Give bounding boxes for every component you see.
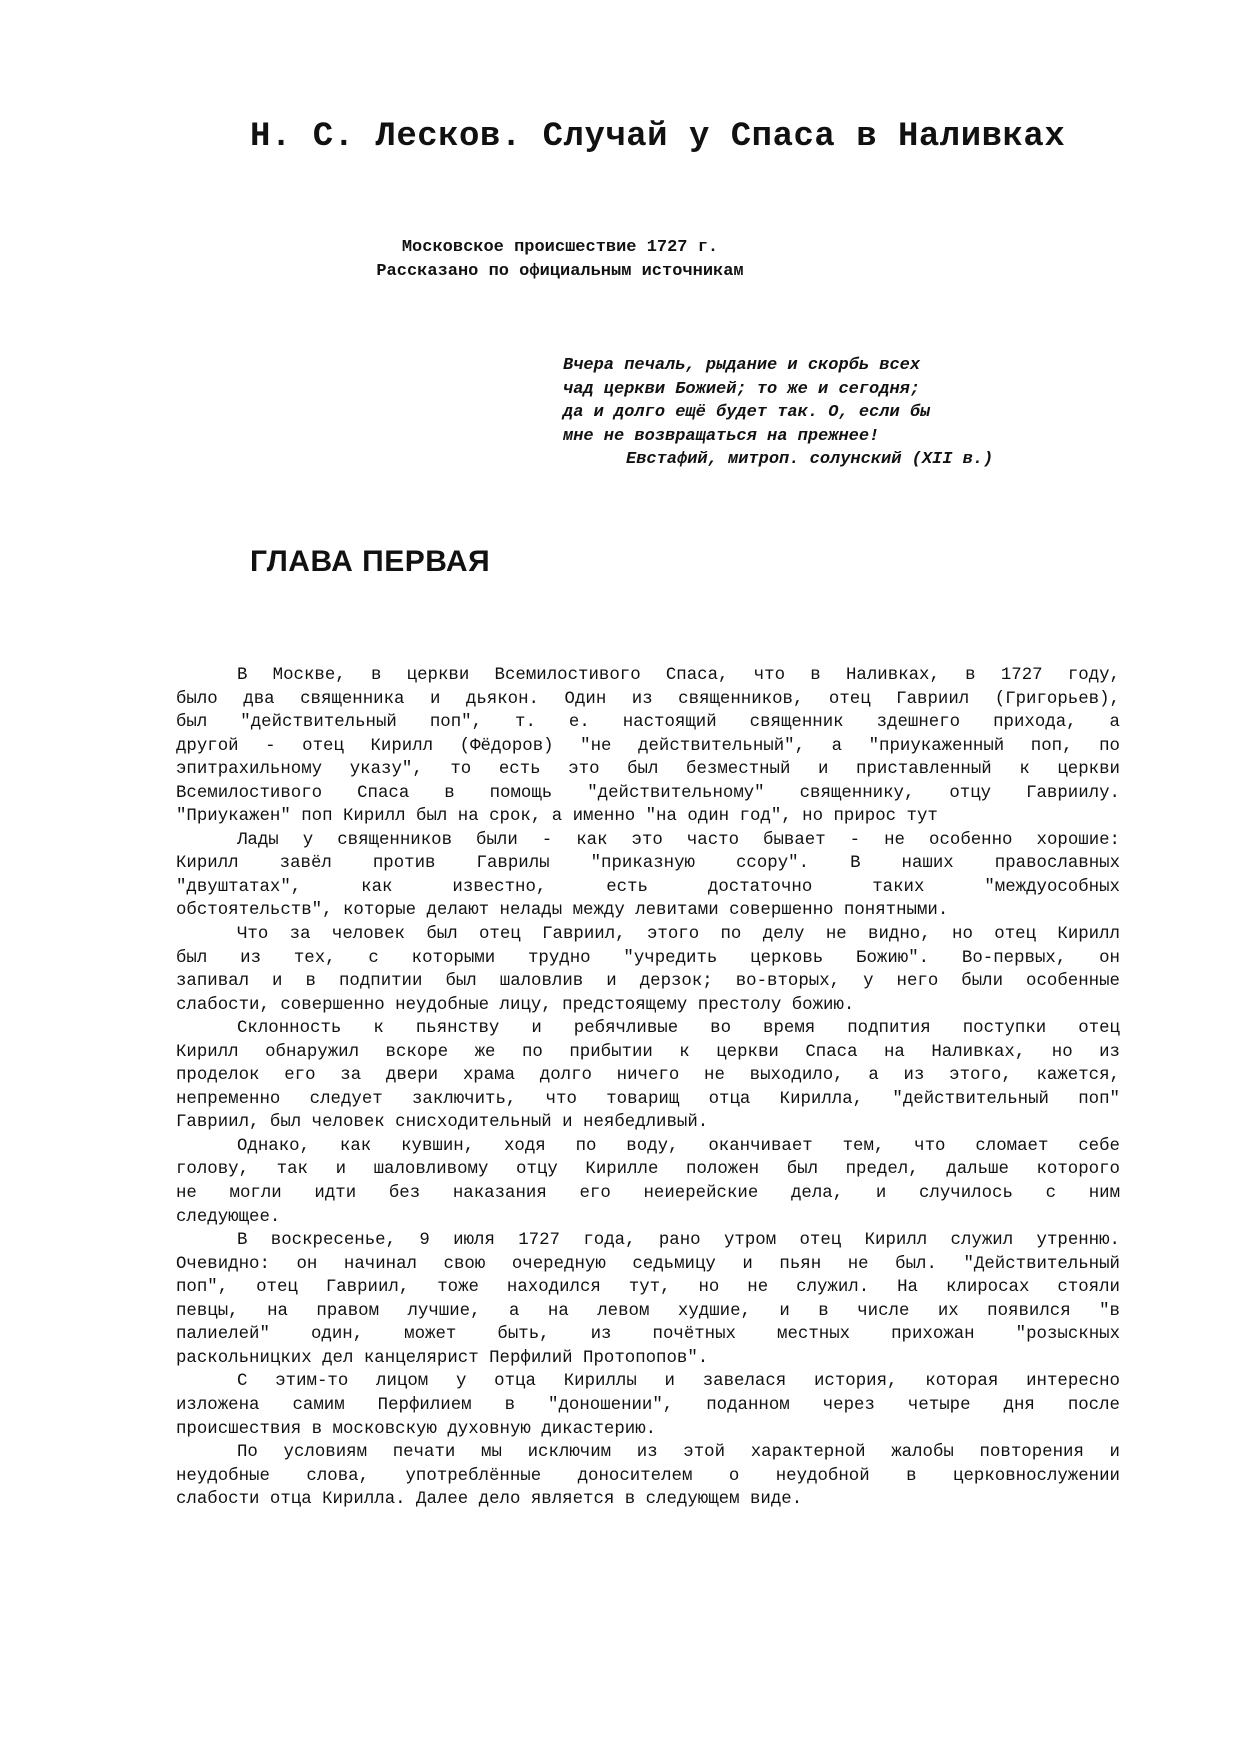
epigraph-line: да и долго ещё будет так. О, если бы — [563, 403, 931, 422]
paragraph-line: Склонность к пьянству и ребячливые во время подпития поступки отец — [237, 1019, 1120, 1039]
paragraph-line: По условиям печати мы исключим из этой характерной жалобы повторения и — [237, 1443, 1120, 1463]
paragraph — [176, 664, 1120, 829]
paragraph — [176, 1229, 1120, 1370]
body-text — [176, 664, 1120, 1512]
paragraph-line: слабости, совершенно неудобные лицу, предстоящему престолу божию. — [176, 995, 855, 1015]
paragraph-line: певцы, на правом лучшие, а на левом худшие, и в числе их появился "в — [176, 1301, 1120, 1321]
paragraph — [176, 1441, 1120, 1512]
paragraph-line: эпитрахильному указу", то есть это был безместный и приставленный к церкви — [176, 760, 1120, 780]
paragraph-line: голову, так и шаловливому отцу Кирилле положен был предел, дальше которого — [176, 1160, 1120, 1180]
paragraph-line: непременно следует заключить, что товарищ отца Кирилла, "действительный поп" — [176, 1089, 1120, 1109]
subtitle-line: Московское происшествие 1727 г. — [401, 238, 719, 257]
paragraph — [176, 1135, 1120, 1229]
paragraph-line: неудобные слова, употреблённые доносителем о неудобной в церковнослужении — [176, 1466, 1120, 1486]
paragraph-line: обстоятельств", которые делают нелады между левитами совершенно понятными. — [176, 901, 949, 921]
paragraph-line: изложена самим Перфилием в "доношении", поданном через четыре дня после — [176, 1395, 1120, 1415]
paragraph — [176, 1017, 1120, 1135]
subtitle — [300, 236, 820, 284]
paragraph-line: раскольницких дел канцелярист Перфилий Протопопов". — [176, 1348, 709, 1368]
paragraph-line: слабости отца Кирилла. Далее дело является в следующем виде. — [176, 1490, 803, 1510]
paragraph-line: проделок его за двери храма долго ничего не выходило, а из этого, кажется, — [176, 1066, 1120, 1086]
paragraph-line: был "действительный поп", т. е. настоящий священник здешнего прихода, а — [176, 713, 1120, 733]
paragraph-line: следующее. — [176, 1207, 281, 1227]
paragraph-line: В Москве, в церкви Всемилостивого Спаса, что в Наливках, в 1727 году, — [237, 666, 1120, 685]
paragraph-line: Лады у священников были - как это часто бывает - не особенно хорошие: — [237, 830, 1120, 850]
epigraph-author: Евстафий, митроп. солунский (XII в.) — [626, 450, 994, 469]
paragraph-line: происшествия в московскую духовную дикастерию. — [176, 1419, 657, 1439]
paragraph-line: В воскресенье, 9 июля 1727 года, рано утром отец Кирилл служил утренню. — [237, 1231, 1120, 1251]
paragraph-line: "Приукажен" поп Кирилл был на срок, а именно "на один год", но прирос тут — [176, 807, 938, 827]
paragraph-line: Что за человек был отец Гавриил, этого по делу не видно, но отец Кирилл — [237, 925, 1120, 945]
paragraph-line: Кирилл обнаружил вскоре же по прибытии к церкви Спаса на Наливках, но из — [176, 1042, 1120, 1062]
paragraph-line: "двуштатах", как известно, есть достаточно таких "междуособных — [176, 877, 1120, 897]
paragraph-line: поп", отец Гавриил, тоже находился тут, но не служил. На клиросах стояли — [176, 1278, 1120, 1298]
epigraph-line: Вчера печаль, рыдание и скорбь всех — [563, 356, 921, 375]
paragraph-line: не могли идти без наказания его неиерейские дела, и случилось с ним — [176, 1184, 1120, 1204]
paragraph — [176, 923, 1120, 1017]
paragraph-line: Всемилостивого Спаса в помощь "действительному" священнику, отцу Гавриилу. — [176, 783, 1120, 803]
paragraph-line: С этим-то лицом у отца Кириллы и завелася история, которая интересно — [237, 1372, 1120, 1392]
paragraph-line: Однако, как кувшин, ходя по воду, оканчивает тем, что сломает себе — [237, 1136, 1120, 1156]
paragraph-line: другой - отец Кирилл (Фёдоров) "не действительный", а "приукаженный поп, по — [176, 736, 1120, 756]
paragraph-line: был из тех, с которыми трудно "учредить церковь Божию". Во-первых, он — [176, 948, 1120, 968]
subtitle-line: Рассказано по официальным источникам — [376, 262, 744, 281]
paragraph-line: палиелей" один, может быть, из почётных местных прихожан "розыскных — [176, 1325, 1120, 1345]
paragraph-line: Кирилл завёл против Гаврилы "приказную ссору". В наших православных — [176, 854, 1120, 874]
paragraph-line: запивал и в подпитии был шаловлив и дерзок; во-вторых, у него были особенные — [176, 972, 1120, 992]
paragraph — [176, 829, 1120, 923]
epigraph-line: чад церкви Божией; то же и сегодня; — [563, 379, 921, 399]
chapter-title: ГЛАВА ПЕРВАЯ — [250, 545, 491, 578]
epigraph-line: мне не возвращаться на прежнее! — [563, 426, 880, 446]
document-title: Н. С. Лесков. Случай у Спаса в Наливках — [250, 118, 1066, 156]
paragraph-line: Гавриил, был человек снисходительный и неябедливый. — [176, 1113, 709, 1133]
paragraph-line: Очевидно: он начинал свою очередную седьмицу и пьян не был. "Действительный — [176, 1254, 1120, 1274]
paragraph-line: было два священника и дьякон. Один из священников, отец Гавриил (Григорьев), — [176, 689, 1120, 709]
paragraph — [176, 1370, 1120, 1441]
epigraph — [563, 354, 1123, 472]
